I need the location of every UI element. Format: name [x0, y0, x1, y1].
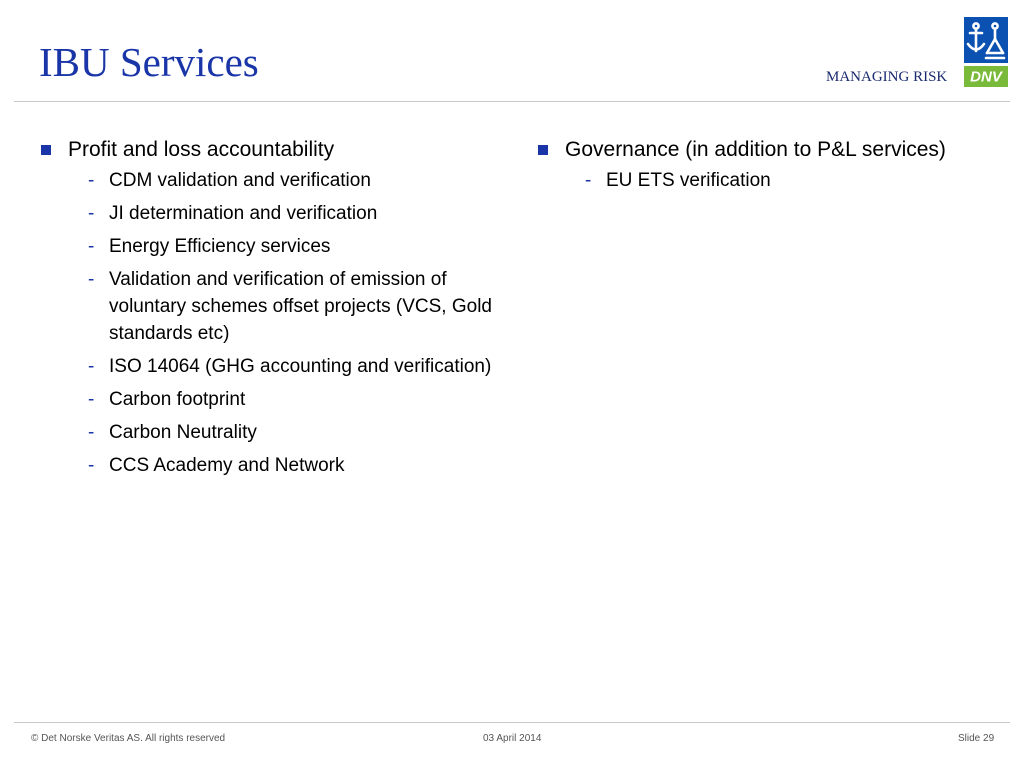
dash-bullet-icon: - — [88, 269, 95, 290]
footer-slide-number: Slide 29 — [958, 733, 995, 744]
footer-date: 03 April 2014 — [483, 733, 542, 744]
dash-bullet-icon: - — [88, 455, 95, 476]
bullet-item — [537, 134, 977, 194]
bullet-item — [40, 134, 500, 479]
sub-item — [68, 233, 500, 260]
sub-item-text: ISO 14064 (GHG accounting and verification) — [109, 356, 492, 377]
dnv-logo — [964, 17, 1008, 87]
bullet-text: Profit and loss accountability — [68, 138, 335, 161]
logo-emblem-background — [964, 17, 1008, 63]
sub-list — [565, 167, 977, 194]
sub-item-text: CDM validation and verification — [109, 170, 371, 191]
dash-bullet-icon: - — [88, 170, 95, 191]
slide-title: IBU Services — [39, 39, 259, 85]
sub-item — [68, 200, 500, 227]
brand-tagline: MANAGING RISK — [826, 69, 948, 85]
dash-bullet-icon: - — [88, 236, 95, 257]
sub-item — [68, 167, 500, 194]
sub-item — [68, 452, 500, 479]
left-column — [40, 134, 500, 485]
sub-item-text: CCS Academy and Network — [109, 455, 345, 476]
sub-item-text: JI determination and verification — [109, 203, 378, 224]
sub-item — [68, 353, 500, 380]
dash-bullet-icon: - — [88, 203, 95, 224]
sub-item — [68, 266, 500, 347]
sub-item-text: Validation and verification of emission of voluntary schemes offset projects (VCS, Gold standards etc) — [109, 269, 492, 344]
dash-bullet-icon: - — [585, 170, 592, 191]
dash-bullet-icon: - — [88, 422, 95, 443]
dash-bullet-icon: - — [88, 389, 95, 410]
footer-copyright: © Det Norske Veritas AS. All rights reserved — [31, 733, 226, 744]
dash-bullet-icon: - — [88, 356, 95, 377]
logo-wordmark: DNV — [970, 68, 1002, 86]
square-bullet-icon — [41, 145, 51, 155]
sub-item-text: EU ETS verification — [606, 170, 771, 191]
square-bullet-icon — [538, 145, 548, 155]
sub-item-text: Carbon Neutrality — [109, 422, 257, 443]
sub-list — [68, 167, 500, 479]
bullet-text: Governance (in addition to P&L services) — [565, 138, 946, 161]
right-column — [537, 134, 977, 200]
sub-item — [68, 419, 500, 446]
header-divider — [14, 101, 1010, 102]
sub-item-text: Energy Efficiency services — [109, 236, 331, 257]
sub-item — [565, 167, 977, 194]
sub-item — [68, 386, 500, 413]
footer-divider — [14, 722, 1010, 723]
sub-item-text: Carbon footprint — [109, 389, 246, 410]
